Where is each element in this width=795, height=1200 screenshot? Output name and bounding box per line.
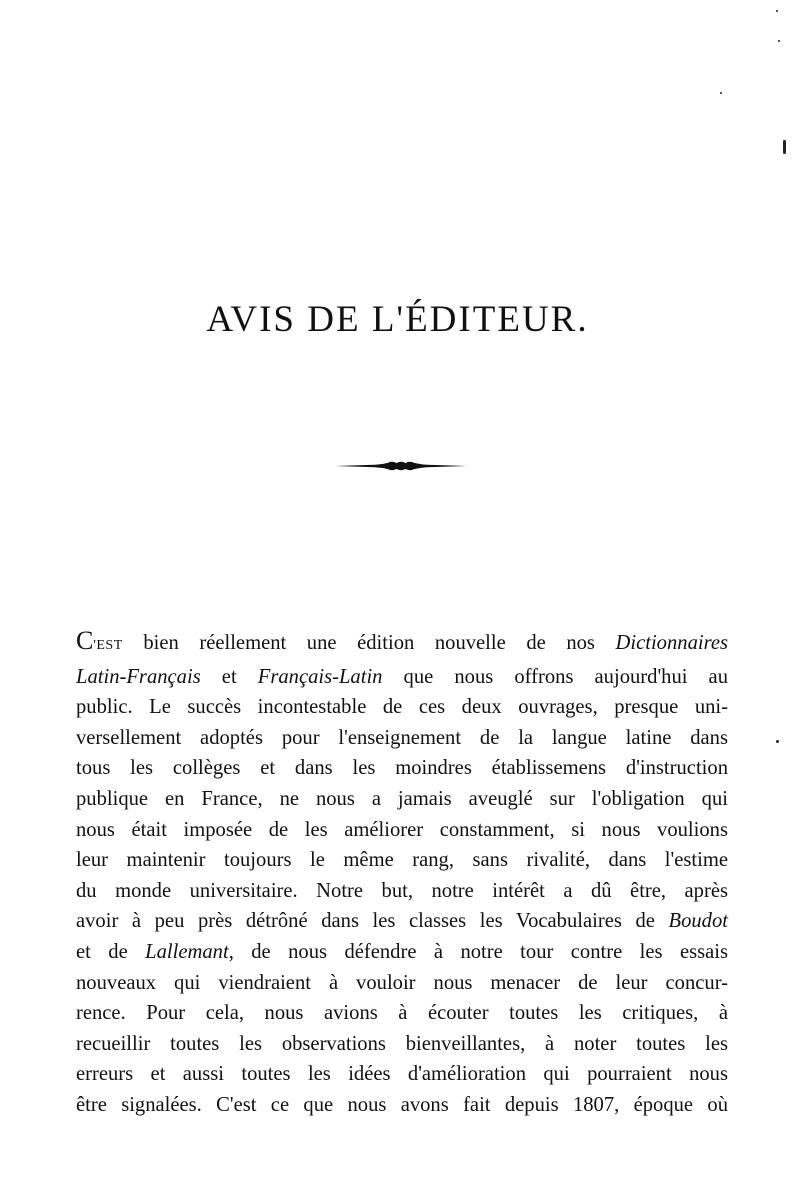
text-segment: bien réellement une édition nouvelle de nos — [122, 632, 616, 654]
body-paragraph — [76, 626, 728, 1121]
text-segment: du monde universitaire. Notre but, notre intérêt a dû être, après — [76, 879, 728, 902]
text-line — [76, 937, 728, 968]
text-line — [76, 662, 728, 693]
text-line — [76, 876, 728, 907]
italic-text: Lallemant — [145, 940, 229, 963]
italic-text: Français-Latin — [257, 665, 383, 688]
text-segment: leur maintenir toujours le même rang, sans rivalité, dans l'estime — [76, 849, 728, 872]
text-line — [76, 753, 728, 784]
scan-speck — [776, 10, 778, 12]
text-segment: nous était imposée de les améliorer constamment, si nous voulions — [76, 818, 728, 841]
italic-text: Dictionnaires — [615, 632, 728, 654]
text-line — [76, 1059, 728, 1090]
text-segment: versellement adoptés pour l'enseignement de la langue latine dans — [76, 726, 728, 749]
text-line — [76, 815, 728, 846]
scan-speck — [778, 40, 780, 42]
text-line — [76, 692, 728, 723]
scan-speck — [720, 92, 722, 94]
text-segment: erreurs et aussi toutes les idées d'amélioration qui pourraient nous — [76, 1063, 728, 1086]
text-segment: public. Le succès incontestable de ces deux ouvrages, presque uni- — [76, 696, 728, 719]
text-line — [76, 906, 728, 937]
text-line — [76, 1029, 728, 1060]
text-line — [76, 723, 728, 754]
text-line — [76, 626, 728, 662]
text-segment: tous les collèges et dans les moindres établissemens d'instruction — [76, 757, 728, 780]
text-segment: rence. Pour cela, nous avions à écouter toutes les critiques, à — [76, 1002, 728, 1025]
text-segment: , de nous défendre à notre tour contre les essais — [228, 940, 728, 963]
small-caps-text: 'EST — [93, 638, 123, 653]
text-line — [76, 1090, 728, 1121]
italic-text: Boudot — [668, 910, 728, 933]
scan-speck — [776, 740, 779, 743]
scan-speck — [783, 140, 786, 154]
text-segment: nouveaux qui viendraient à vouloir nous menacer de leur concur- — [76, 971, 728, 994]
page-title: AVIS DE L'ÉDITEUR. — [206, 299, 589, 340]
ornament-divider — [335, 458, 467, 474]
text-segment: recueillir toutes les observations bienveillantes, à noter toutes les — [76, 1032, 728, 1055]
text-segment: être signalées. C'est ce que nous avons fait depuis 1807, époque où — [76, 1093, 728, 1116]
italic-text: Latin-Français — [76, 665, 201, 688]
text-segment: et — [200, 665, 258, 688]
drop-cap: C — [76, 626, 94, 655]
text-segment: et de — [76, 940, 146, 963]
text-segment: que nous offrons aujourd'hui au — [382, 665, 728, 688]
text-line — [76, 998, 728, 1029]
text-segment: avoir à peu près détrôné dans les classes les Vocabulaires de — [76, 910, 669, 933]
text-line — [76, 784, 728, 815]
text-segment: publique en France, ne nous a jamais aveuglé sur l'obligation qui — [76, 787, 728, 810]
text-line — [76, 968, 728, 999]
text-line — [76, 845, 728, 876]
